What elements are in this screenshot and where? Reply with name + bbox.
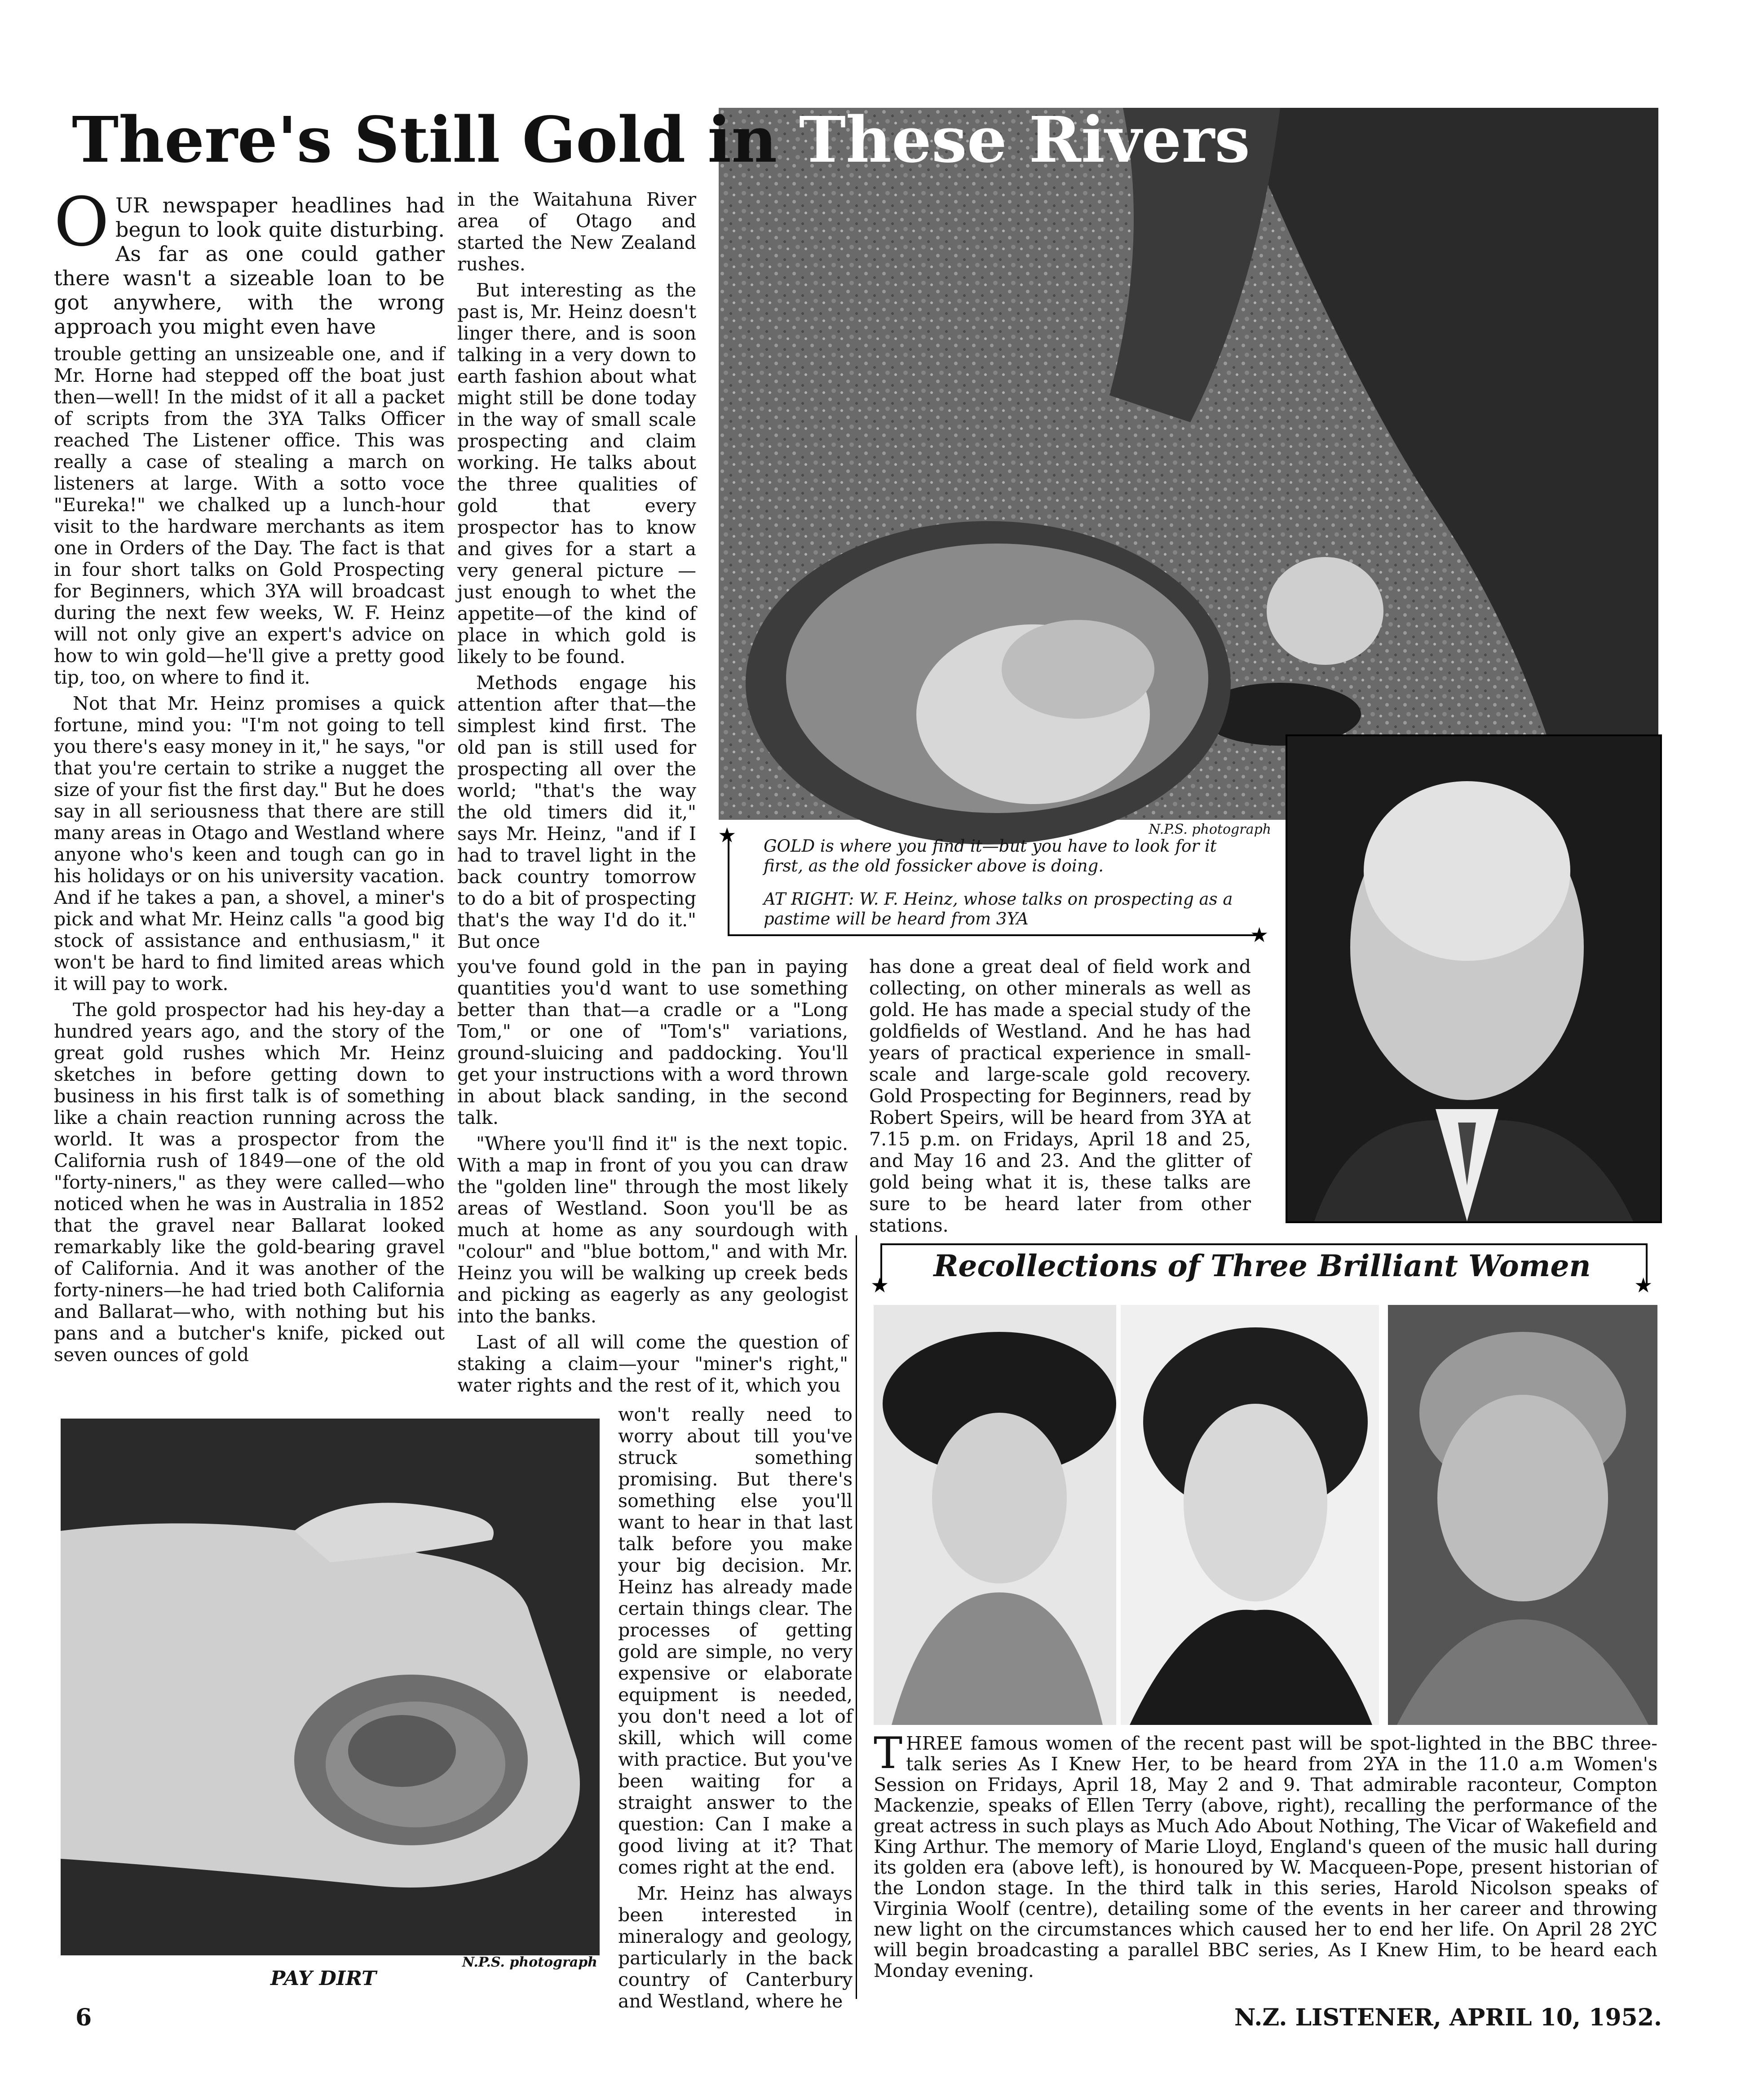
gold-pan-photo: [719, 108, 1658, 820]
body-paragraph: won't really need to worry about till you've struck something promising. But there's something else you'll want to hear in that last talk before you make your big decision. Mr. Heinz has already made certain things clear. The processes of getting gold are simple, no very expensive or elaborate equipment is needed, you don't need a lot of skill, which will come with practice. But you've been waiting for a straight answer to the question: Can I make a good living at it? That comes right at the end.: [618, 1404, 853, 1878]
intro-rest: trouble getting an unsizeable one, and if Mr. Horne had stepped off the boat just then—well! In the midst of it all a packet of scripts from the 3YA Talks Officer reached The Listener office. This was really a case of stealing a march on listeners at large. With a sotto voce "Eureka!" we chalked up a lunch-hour visit to the hardware merchants as item one in Orders of the Day. The fact is that in four short talks on Gold Prospecting for Beginners, which 3YA will broadcast during the next few weeks, W. F. Heinz will not only give an expert's advice on how to win gold—he'll give a pretty good tip, too, on where to find it.: [54, 343, 445, 688]
body-paragraph: in the Waitahuna River area of Otago and started the New Zealand rushes.: [457, 189, 696, 275]
portrait-virginia-woolf: [1121, 1305, 1379, 1725]
gold-pan-illustration: [719, 108, 1658, 820]
body-paragraph: Mr. Heinz has always been interested in mineralogy and geology, particularly in the back country of Canterbury and Westland, where he: [618, 1883, 853, 2012]
pan-caption-1: GOLD is where you find it—but you have to look for it first, as the old fossicker above is doing.: [764, 836, 1217, 875]
body-paragraph: has done a great deal of field work and collecting, on other minerals as well as gold. He has made a special study of the goldfields of Westland. And he has had years of practical experience in small-scale and large-scale gold recovery. Gold Prospecting for Beginners, read by Robert Speirs, will be heard from 3YA at 7.15 p.m. on Fridays, April 18 and 25, and May 16 and 23. And the glitter of gold being what it is, these talks are sure to be heard later from other stations.: [869, 956, 1251, 1236]
body-paragraph: Methods engage his attention after that—the simplest kind first. The old pan is still used for prospecting all over the world; "that's the way the old timers did it," says Mr. Heinz, "and if I had to travel light in the back country tomorrow to do a bit of prospecting that's the way I'd do it." But once: [457, 672, 696, 952]
portrait-illustration: [1287, 736, 1660, 1221]
portrait-ellen-terry: [1388, 1305, 1657, 1725]
drop-cap: O: [54, 183, 109, 261]
body-paragraph: But interesting as the past is, Mr. Heinz doesn't linger there, and is soon talking in a very down to earth fashion about what might still be done today in the way of small scale prospecting and claim working. He talks about the three qualities of gold that every prospector has to know and gives for a start a very general picture — just enough to whet the appetite—of the kind of place in which gold is likely to be found.: [457, 279, 696, 668]
page-number: 6: [75, 2004, 92, 2031]
recollections-paragraph: [874, 1728, 1657, 1981]
star-icon: ★: [1634, 1273, 1653, 1297]
headline-part-1: There's Still Gold in: [72, 103, 799, 177]
hand-illustration: [61, 1419, 600, 1955]
drop-cap: T: [874, 1728, 903, 1778]
intro-lead-text: UR newspaper headlines had begun to look quite disturbing. As far as one could gather there wasn't a sizeable loan to be got anywhere, with the wrong approach you might even have: [54, 193, 445, 339]
publication-footer: N.Z. LISTENER, APRIL 10, 1952.: [1234, 2004, 1662, 2031]
body-paragraph: Last of all will come the question of staking a claim—your "miner's right," water rights and the rest of it, which you: [457, 1331, 848, 1396]
body-paragraph: "Where you'll find it" is the next topic. With a map in front of you you can draw the "golden line" through the most likely areas of Westland. Soon you'll be as much at home as any sourdough with "colour" and "blue bottom," and with Mr. Heinz you will be walking up creek beds and picking as eagerly as any geologist into the banks.: [457, 1133, 848, 1327]
hand-photo-credit: N.P.S. photograph: [462, 1954, 597, 1970]
recollections-text: [874, 1728, 1657, 1981]
recollections-title: Recollections of Three Brilliant Women: [933, 1248, 1591, 1283]
body-paragraph: Not that Mr. Heinz promises a quick fortune, mind you: "I'm not going to tell you there's easy money in it," he says, "or that you're certain to strike a nugget the size of your fist the first day." But he does say in all seriousness that there are still many areas in Otago and Westland where anyone who's keen and tough can go in his holidays or on his university vacation. And if he takes a pan, a shovel, a miner's pick and what Mr. Heinz calls "a good big stock of assistance and enthusiasm," it won't be hard to find limited areas which it will pay to work.: [54, 693, 445, 995]
portrait-illustration: [874, 1305, 1116, 1725]
article-column-4: [869, 956, 1251, 1236]
recollections-body: HREE famous women of the recent past will be spot-lighted in the BBC three-talk series As I Knew Her, to be heard from 2YA in the 11.0 a.m Women's Session on Fridays, April 18, May 2 and 9. That admirable raconteur, Compton Mackenzie, speaks of Ellen Terry (above, right), recalling the performance of the great actress in such plays as Much Ado About Nothing, The Vicar of Wakefield and King Arthur. The memory of Marie Lloyd, England's queen of the music hall during its golden era (above left), is honoured by W. Macqueen-Pope, present historian of the London stage. In the third talk in this series, Harold Nicolson speaks of Virginia Woolf (centre), detailing some of the events in her career and throwing new light on the circumstances which caused her to end her life. On April 28 2YC will begin broadcasting a parallel BBC series, As I Knew Him, to be heard each Monday evening.: [874, 1733, 1657, 1981]
pan-photo-credit: N.P.S. photograph: [1149, 822, 1271, 837]
article-column-3: [618, 1404, 853, 2012]
portrait-illustration: [1121, 1305, 1379, 1725]
portrait-marie-lloyd: [874, 1305, 1116, 1725]
article-column-mid: [457, 956, 848, 1414]
headline: [72, 104, 1250, 176]
heinz-portrait: [1286, 734, 1662, 1223]
pan-caption-2: AT RIGHT: W. F. Heinz, whose talks on prospecting as a pastime will be heard from 3YA: [764, 889, 1233, 928]
headline-part-2: These Rivers: [799, 103, 1251, 177]
body-paragraph: you've found gold in the pan in paying quantities you'd want to use something better than that—a cradle or a "Long Tom," or one of "Tom's" variations, ground-sluicing and paddocking. You'll get your instructions with a word thrown in about black sanding, in the second talk.: [457, 956, 848, 1128]
star-icon: ★: [870, 1273, 889, 1297]
article-column-1: [54, 183, 445, 1416]
star-icon: ★: [1250, 923, 1269, 947]
column-rule: [856, 1235, 857, 1999]
pay-dirt-photo: [61, 1419, 600, 1955]
pay-dirt-caption: PAY DIRT: [270, 1967, 376, 1990]
star-icon: ★: [718, 823, 737, 847]
body-paragraph: The gold prospector had his hey-day a hundred years ago, and the story of the great gold rushes which Mr. Heinz sketches in before getting down to business in his first talk is of something like a chain reaction running across the world. It was a prospector from the California rush of 1849—one of the old "forty-niners," as they were called—who noticed when he was in Australia in 1852 that the gravel near Ballarat looked remarkably like the gold-bearing gravel of California. And it was another of the forty-niners—he had tried both California and Ballarat—who, with nothing but his pans and a butcher's knife, picked out seven ounces of gold: [54, 999, 445, 1366]
portrait-illustration: [1388, 1305, 1657, 1725]
intro-lead: [54, 183, 445, 339]
article-column-2: [457, 189, 696, 956]
